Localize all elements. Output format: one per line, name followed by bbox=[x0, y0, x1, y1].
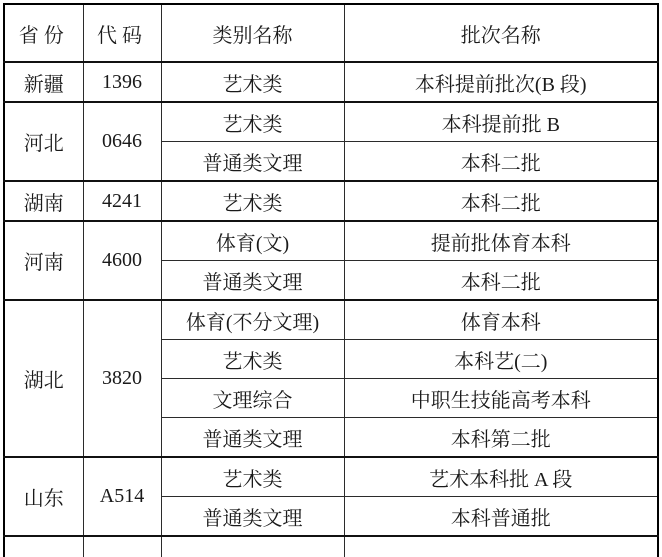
batch-cell: 本科第二批 bbox=[344, 418, 658, 458]
code-cell: 4600 bbox=[83, 221, 161, 300]
category-cell: 普通类文理 bbox=[161, 261, 344, 301]
table-row bbox=[4, 300, 658, 340]
batch-cell: 本科二批 bbox=[344, 181, 658, 221]
code-cell bbox=[83, 536, 161, 557]
table-header-row bbox=[4, 4, 658, 62]
category-cell: 体育(文) bbox=[161, 221, 344, 261]
batch-cell: 本科提前批 B bbox=[344, 102, 658, 142]
batch-cell: 体育本科 bbox=[344, 300, 658, 340]
category-cell: 艺术类 bbox=[161, 181, 344, 221]
table-row bbox=[4, 457, 658, 497]
category-cell: 艺术类 bbox=[161, 102, 344, 142]
code-cell: 0646 bbox=[83, 102, 161, 181]
table-row bbox=[4, 181, 658, 221]
province-cell: 河北 bbox=[4, 102, 83, 181]
batch-cell: 提前批体育本科 bbox=[344, 221, 658, 261]
table-row bbox=[4, 221, 658, 261]
category-cell: 艺术类 bbox=[161, 457, 344, 497]
category-cell: 艺术类 bbox=[161, 62, 344, 102]
category-cell: 艺术类 bbox=[161, 340, 344, 379]
category-cell: 普通类文理 bbox=[161, 418, 344, 458]
province-cell: 新疆 bbox=[4, 62, 83, 102]
header-code: 代码 bbox=[83, 4, 161, 62]
category-cell: 普通类文理 bbox=[161, 142, 344, 182]
header-category: 类别名称 bbox=[161, 4, 344, 62]
batch-cell: 本科普通批 bbox=[344, 497, 658, 537]
header-batch: 批次名称 bbox=[344, 4, 658, 62]
province-cell: 湖北 bbox=[4, 300, 83, 457]
category-cell: 体育(不分文理) bbox=[161, 300, 344, 340]
batch-cell bbox=[344, 536, 658, 557]
batch-cell: 本科二批 bbox=[344, 261, 658, 301]
table-row-partial bbox=[4, 536, 658, 557]
province-cell: 山东 bbox=[4, 457, 83, 536]
header-province: 省份 bbox=[4, 4, 83, 62]
batch-cell: 中职生技能高考本科 bbox=[344, 379, 658, 418]
batch-cell: 本科二批 bbox=[344, 142, 658, 182]
admission-batches-table bbox=[3, 3, 659, 557]
category-cell bbox=[161, 536, 344, 557]
code-cell: 4241 bbox=[83, 181, 161, 221]
province-cell: 河南 bbox=[4, 221, 83, 300]
province-cell bbox=[4, 536, 83, 557]
code-cell: 3820 bbox=[83, 300, 161, 457]
batch-cell: 艺术本科批 A 段 bbox=[344, 457, 658, 497]
category-cell: 普通类文理 bbox=[161, 497, 344, 537]
category-cell: 文理综合 bbox=[161, 379, 344, 418]
code-cell: 1396 bbox=[83, 62, 161, 102]
table-row bbox=[4, 62, 658, 102]
code-cell: A514 bbox=[83, 457, 161, 536]
table-row bbox=[4, 102, 658, 142]
batch-cell: 本科提前批次(B 段) bbox=[344, 62, 658, 102]
batch-cell: 本科艺(二) bbox=[344, 340, 658, 379]
province-cell: 湖南 bbox=[4, 181, 83, 221]
